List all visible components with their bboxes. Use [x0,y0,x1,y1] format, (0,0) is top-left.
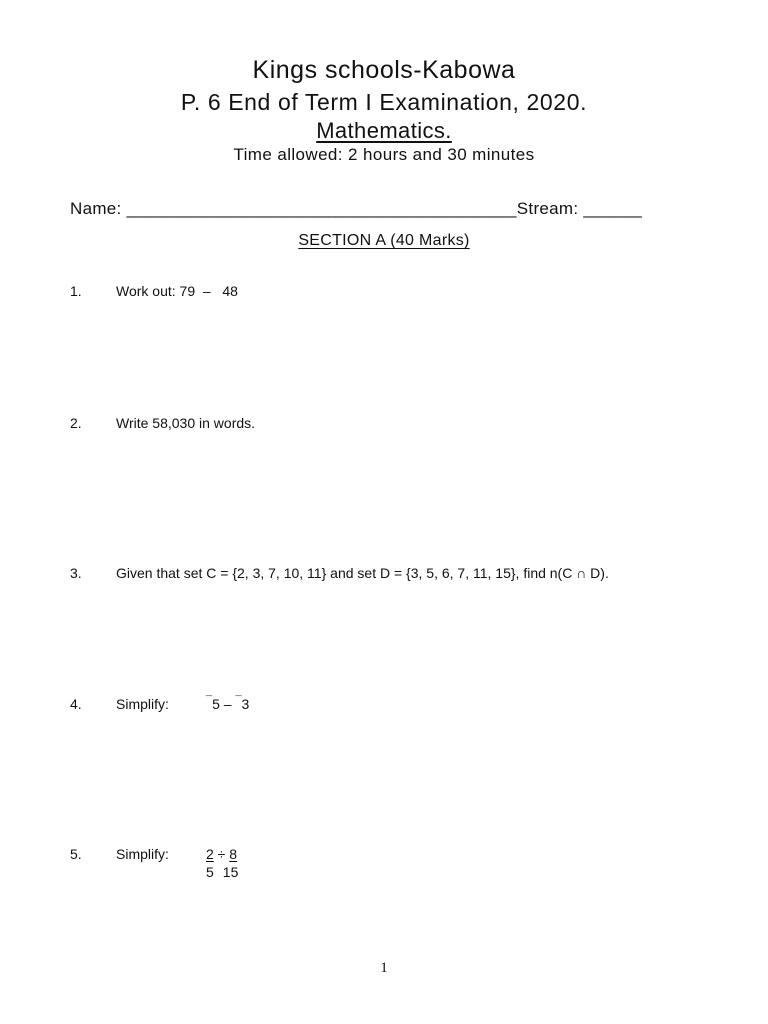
question-text: Given that set C = {2, 3, 7, 10, 11} and set D = {3, 5, 6, 7, 11, 15}, find n(C ∩ D). [116,565,609,581]
operator: – [219,696,236,712]
time-allowed: Time allowed: 2 hours and 30 minutes [233,145,535,164]
question-number: 1. [70,283,82,299]
negative-sign: ¯ [235,695,242,707]
section-heading [0,232,768,250]
question-text: Write 58,030 in words. [116,415,256,431]
question-number: 5. [70,846,82,862]
section-title: SECTION A (40 Marks) [298,232,470,249]
school-name: Kings schools-Kabowa [252,56,516,84]
exam-title: P. 6 End of Term I Examination, 2020. [180,89,588,115]
question-label: Simplify: [116,846,169,862]
question-label: Simplify: [116,696,169,712]
subject-heading [0,118,768,144]
name-stream-line: Name: ________________________________________Stream: ______ [70,199,642,218]
numerator-2: 8 [229,846,238,862]
numerator-1: 2 [206,846,214,862]
operand-a: 5 [212,696,220,712]
negative-sign: ¯ [206,695,213,707]
denominator-2: 15 [222,864,239,880]
numerators [206,846,237,862]
question-number: 3. [70,565,82,581]
integer-expression [206,696,249,712]
question-number: 2. [70,415,82,431]
subject-text: Mathematics. [316,118,452,143]
question-number: 4. [70,696,82,712]
denominators [206,864,238,880]
page-number: 1 [380,960,388,976]
operand-b: 3 [241,696,250,712]
question-text: Work out: 79 – 48 [116,283,238,299]
division-sign: ÷ [213,846,230,862]
denominator-1: 5 [206,864,214,880]
